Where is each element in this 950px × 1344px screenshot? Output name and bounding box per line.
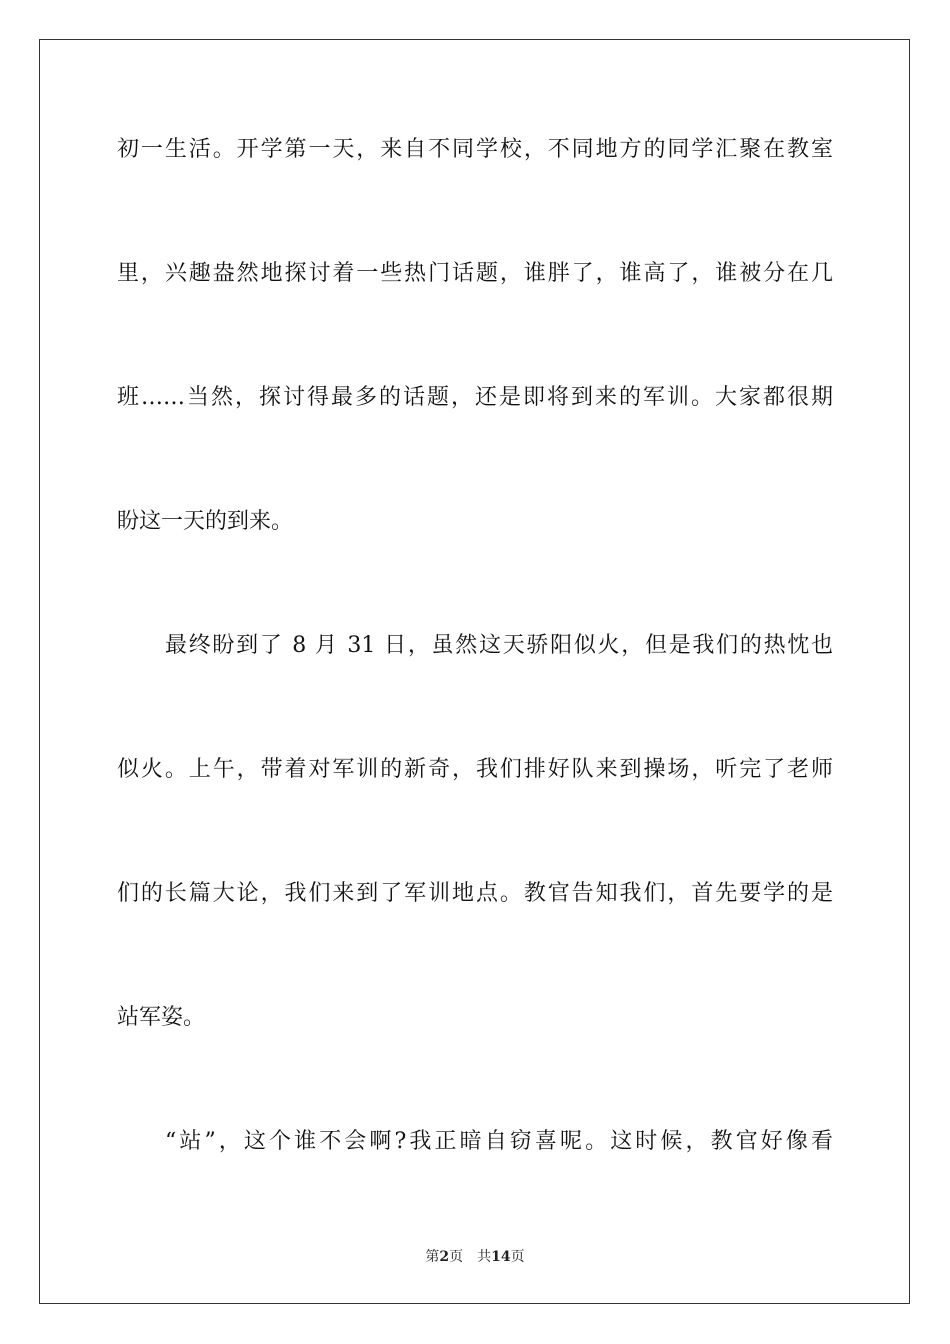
footer-page-prefix: 第	[425, 1249, 440, 1265]
body-line-2: 里，兴趣盎然地探讨着一些热门话题，谁胖了，谁高了，谁被分在几	[117, 261, 833, 286]
body-line-7: 们的长篇大论，我们来到了军训地点。教官告知我们，首先要学的是	[117, 881, 833, 906]
body-line-3: 班……当然，探讨得最多的话题，还是即将到来的军训。大家都很期	[117, 385, 833, 410]
footer-page-suffix: 页	[449, 1249, 464, 1265]
footer-total-pages: 14	[491, 1249, 511, 1265]
page-footer	[0, 1246, 950, 1268]
footer-total-suffix: 页	[510, 1249, 525, 1265]
body-line-9: “站”，这个谁不会啊?我正暗自窃喜呢。这时候，教官好像看	[165, 1129, 833, 1154]
page-frame	[39, 39, 910, 1304]
body-line-6: 似火。上午，带着对军训的新奇，我们排好队来到操场，听完了老师	[117, 757, 833, 782]
footer-total-prefix: 共	[477, 1249, 492, 1265]
body-line-4: 盼这一天的到来。	[117, 509, 294, 534]
body-line-1: 初一生活。开学第一天，来自不同学校，不同地方的同学汇聚在教室	[117, 137, 833, 162]
body-line-5: 最终盼到了 8 月 31 日，虽然这天骄阳似火，但是我们的热忱也	[165, 633, 833, 658]
footer-page-number: 2	[439, 1249, 450, 1265]
body-line-8: 站军姿。	[117, 1005, 206, 1030]
